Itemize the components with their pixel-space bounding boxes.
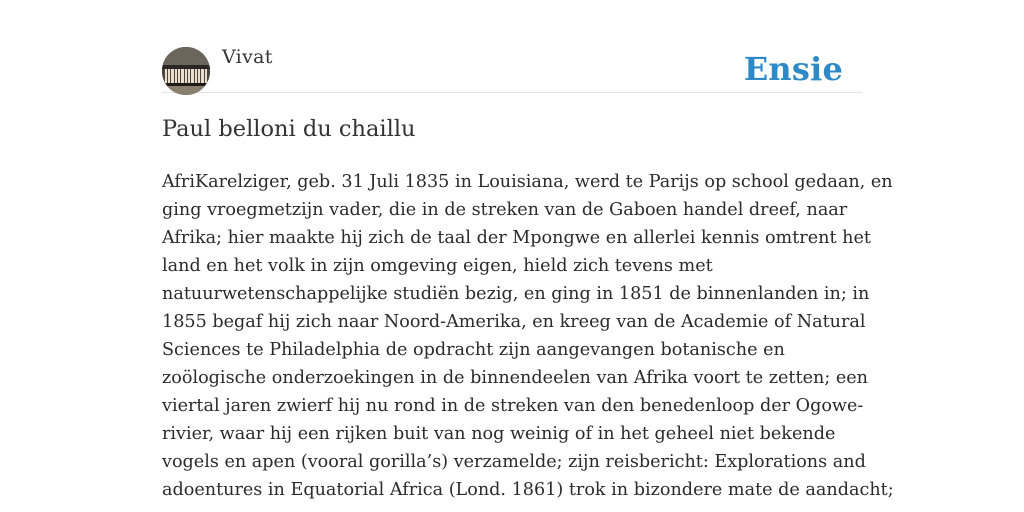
page-title: Paul belloni du chaillu [162, 116, 416, 142]
article-line: 1855 begaf hij zich naar Noord-Amerika, en kreeg van de Academie of Natural [162, 312, 866, 332]
article-line: zoölogische onderzoekingen in de binnendeelen van Afrika voort te zetten; een [162, 368, 868, 388]
avatar[interactable] [162, 47, 210, 95]
article-line: Sciences te Philadelphia de opdracht zijn aangevangen botanische en [162, 340, 785, 360]
article-body [162, 168, 894, 504]
article-line: Afrika; hier maakte hij zich de taal der Mpongwe en allerlei kennis omtrent het [162, 228, 871, 248]
article-line: rivier, waar hij een rijken buit van nog weinig of in het geheel niet bekende [162, 424, 836, 444]
article-line: natuurwetenschappelijke studiën bezig, en ging in 1851 de binnenlanden in; in [162, 284, 870, 304]
article-line: viertal jaren zwierf hij nu rond in de streken van den benedenloop der Ogowe- [162, 396, 864, 416]
article-line: ging vroegmetzijn vader, die in de streken van de Gaboen handel dreef, naar [162, 200, 848, 220]
bookshelf-icon [162, 47, 210, 95]
brand-logo[interactable]: Ensie [743, 50, 843, 88]
site-name[interactable]: Vivat [222, 46, 273, 68]
article-line: adoentures in Equatorial Africa (Lond. 1861) trok in bizondere mate de aandacht; [162, 480, 894, 500]
article-line: vogels en apen (vooral gorilla’s) verzamelde; zijn reisbericht: Explorations and [162, 452, 866, 472]
article-line: AfriKarelziger, geb. 31 Juli 1835 in Louisiana, werd te Parijs op school gedaan, en [162, 172, 893, 192]
article-line: land en het volk in zijn omgeving eigen, hield zich tevens met [162, 256, 713, 276]
site-header [162, 46, 862, 93]
